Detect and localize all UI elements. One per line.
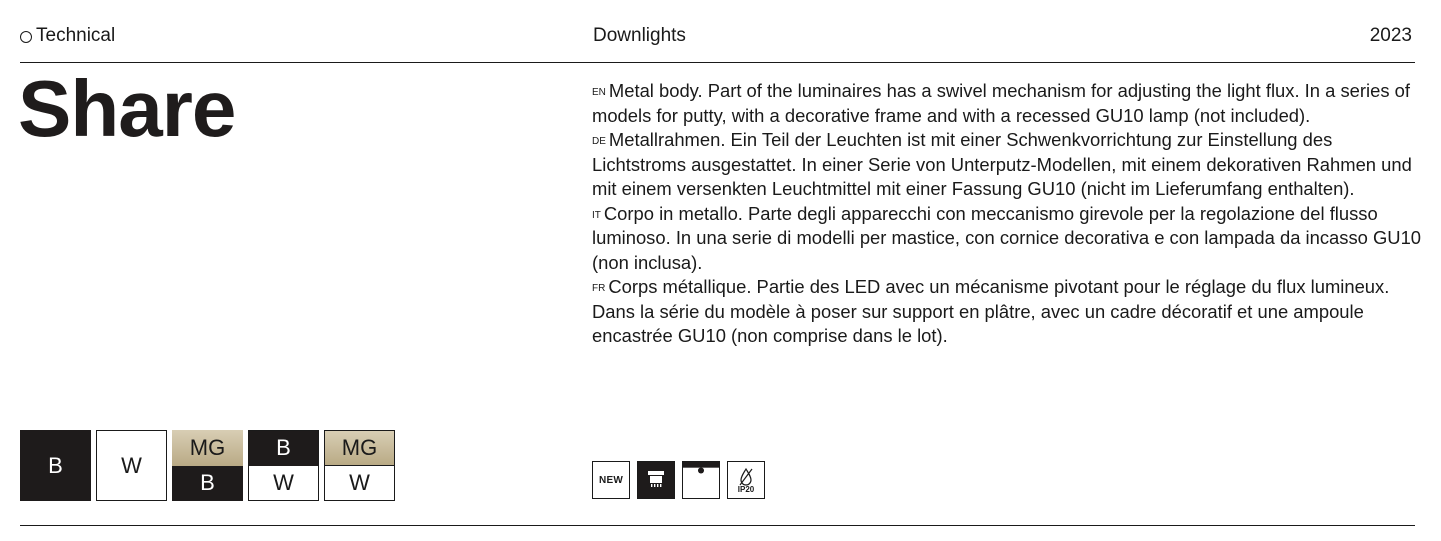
bottom-divider	[20, 525, 1415, 526]
ip20-icon	[727, 461, 765, 499]
description-it	[592, 202, 1422, 276]
drop-slash-glyph	[736, 467, 756, 487]
product-title: Share	[18, 64, 236, 153]
finish-label-bottom: W	[325, 465, 394, 500]
recessed-glyph	[683, 461, 719, 499]
ip-rating-label: IP20	[737, 484, 755, 494]
lang-tag-de: DE	[592, 136, 606, 147]
description-block	[592, 79, 1422, 349]
category-label: Downlights	[593, 25, 686, 46]
top-divider	[20, 62, 1415, 63]
description-de	[592, 128, 1422, 202]
downlight-icon	[637, 461, 675, 499]
downlight-glyph	[643, 467, 669, 493]
finish-label: B	[48, 452, 63, 478]
year-label: 2023	[1369, 25, 1412, 46]
finish-swatch-gold-black	[172, 430, 243, 501]
finish-label-top: MG	[325, 431, 394, 465]
finish-label-top: B	[249, 431, 318, 466]
description-fr	[592, 275, 1422, 349]
finish-swatch-black	[20, 430, 91, 501]
lang-tag-en: EN	[592, 87, 606, 98]
description-text-fr: Corps métallique. Partie des LED avec un mécanisme pivotant pour le réglage du flux lumineux. Dans la série du modèle à poser sur support en plâtre, avec un cadre décoratif et une ampoule encastrée GU10 (non comprise dans le lot).	[592, 276, 1390, 346]
lang-tag-fr: FR	[592, 283, 606, 294]
new-badge-label: NEW	[599, 474, 623, 486]
finish-swatch-white	[96, 430, 167, 501]
finish-label-top: MG	[172, 430, 243, 466]
recessed-icon	[682, 461, 720, 499]
section-label: Technical	[36, 25, 116, 46]
description-text-it: Corpo in metallo. Parte degli apparecchi con meccanismo girevole per la regolazione del flusso luminoso. In una serie di modelli per mastice, con cornice decorativa e con lampada da incasso GU10 (non inclusa).	[592, 202, 1422, 273]
finish-label: W	[121, 452, 142, 478]
finish-label-bottom: B	[172, 466, 243, 502]
description-en	[592, 79, 1422, 128]
new-icon	[592, 461, 630, 499]
lang-tag-it: IT	[592, 209, 601, 221]
finish-swatch-black-white	[248, 430, 319, 501]
finish-swatch-gold-white	[324, 430, 395, 501]
description-text-de: Metallrahmen. Ein Teil der Leuchten ist mit einer Schwenkvorrichtung zur Einstellung des Lichtstroms ausgestattet. In einer Serie von Unterputz-Modellen, mit einem dekorativen Rahmen und mit einem versenkten Leuchtmittel mit einer Fassung GU10 (nicht im Lieferumfang enthalten).	[592, 129, 1412, 199]
description-text-en: Metal body. Part of the luminaires has a swivel mechanism for adjusting the light flux. In a series of models for putty, with a decorative frame and with a recessed GU10 lamp (not included).	[592, 80, 1410, 126]
circle-icon	[20, 31, 32, 43]
finish-label-bottom: W	[249, 466, 318, 501]
header-section	[20, 24, 115, 48]
